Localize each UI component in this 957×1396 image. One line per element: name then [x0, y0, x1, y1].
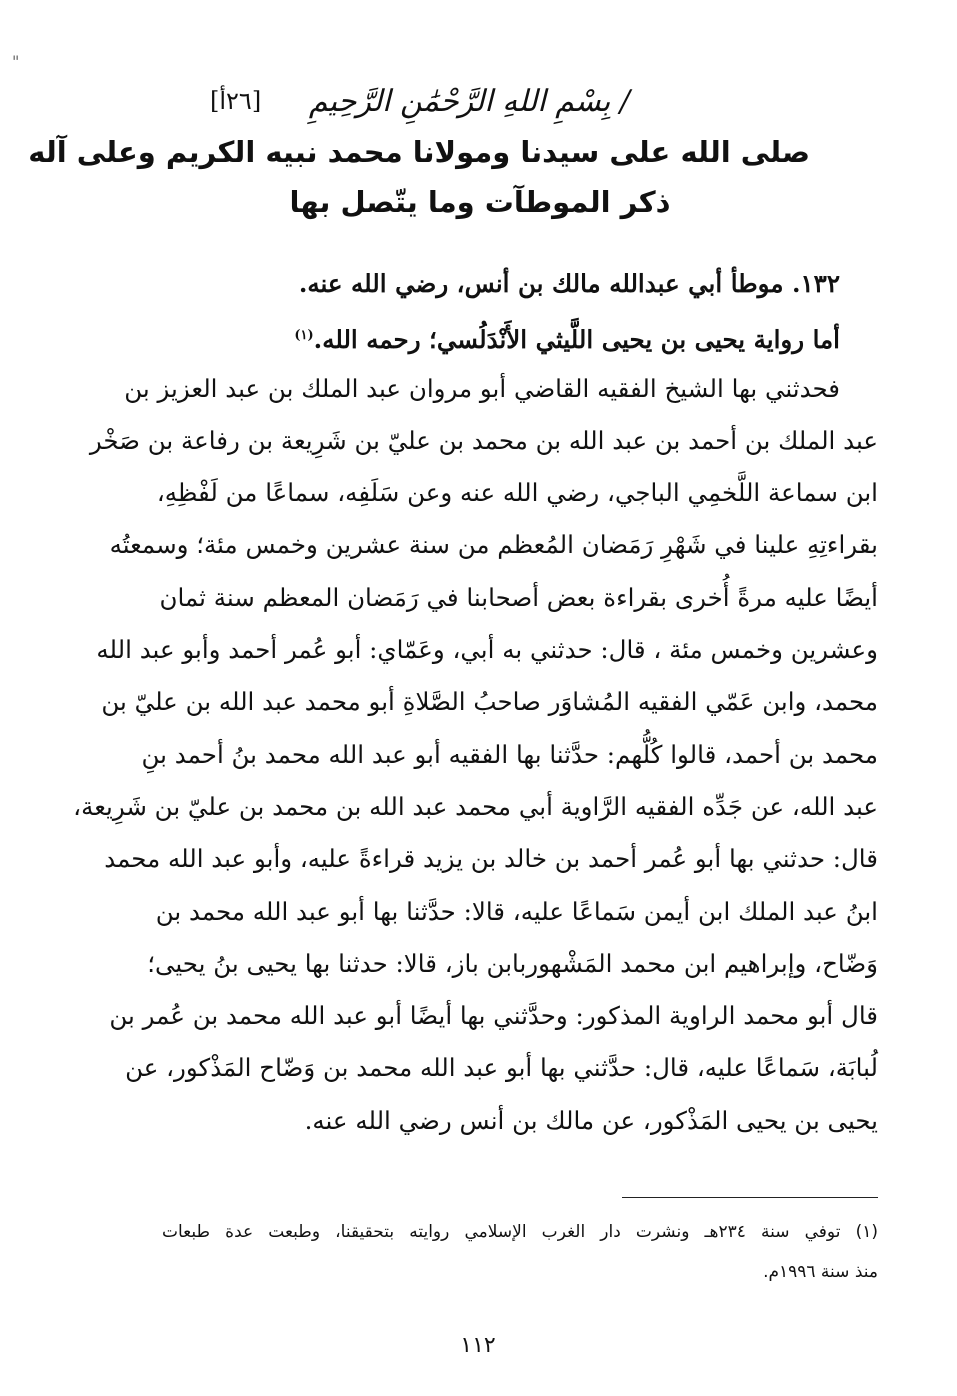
- text-line: [156, 467, 878, 519]
- text-line-content: فحدثني بها الشيخ الفقيه القاضي أبو مروان عبد الملك بن عبد العزيز بن: [124, 373, 840, 403]
- text-line-content: ابنُ عبد الملك ابن أيمن سَماعًا عليه، قالا: حدَّثنا بها أبو عبد الله محمد بن: [155, 896, 878, 926]
- text-line: [162, 310, 878, 362]
- text-line: [155, 886, 878, 938]
- text-line-content: محمد، وابن عَمّي الفقيه المُشاوَر صاحبُ الصَّلاةِ أبو محمد عبد الله بن عليّ بن: [101, 687, 878, 717]
- text-line-content: ١٣٢. موطأ أبي عبدالله مالك بن أنس، رضي الله عنه.: [298, 269, 840, 298]
- basmala-header: [210, 78, 630, 124]
- text-line: [125, 1042, 878, 1094]
- folio-reference: [٢٦أ]: [210, 87, 262, 115]
- page-number: ١١٢: [460, 1333, 496, 1358]
- text-line: [162, 1095, 878, 1147]
- text-line-content: بقراءتِهِ علينا في شَهْرِ رَمَضان المُعظم من سنة عشرين وخمس مئة؛ وسمعتُه: [109, 530, 878, 560]
- text-line-content: أما رواية يحيى بن يحيى اللَّيثي الأَنْدَلُسي؛ رحمه الله.: [313, 325, 840, 355]
- main-text: [73, 258, 878, 1147]
- text-line-content: وَضّاح، وإبراهيم ابن محمد المَشْهوربابن باز، قالا: حدثنا بها يحيى بنُ يحيى؛: [147, 948, 878, 978]
- footnote-reference[interactable]: (١): [294, 328, 314, 344]
- text-line-content: أيضًا عليه مرةً أُخرى بقراءة بعض أصحابنا في رَمَضان المعظم سنة ثمان: [159, 582, 878, 612]
- chapter-heading-line-1: صلى الله على سيدنا ومولانا محمد نبيه الكريم وعلى آله: [28, 135, 810, 169]
- text-line-content: ابن سماعة اللَّخمِي الباجي، رضي الله عنه وعن سَلَفِه، سماعًا من لَفْظِهِ،: [156, 478, 878, 508]
- text-line-content: عبد الله، عن جَدِّه الفقيه الرَّاوية أبي محمد عبد الله بن محمد بن عليّ بن شَرِيعة،: [73, 791, 878, 821]
- text-line-content: يحيى بن يحيى المَذْكور، عن مالك بن أنس رضي الله عنه.: [304, 1105, 878, 1135]
- text-line: [162, 258, 878, 310]
- chapter-heading-line-2: ذكر الموطآت وما يتّصل بها: [289, 185, 671, 219]
- footnote-text: توفي سنة ٢٣٤هـ ونشرت دار الغرب الإسلامي روايته بتحقيقنا، وطبعت عدة طبعات: [162, 1222, 841, 1242]
- text-line: [159, 572, 878, 624]
- text-line-content: قال: حدثني بها أبو عُمر أحمد بن خالد بن يزيد قراءةً عليه، وأبو عبد الله محمد: [104, 844, 878, 874]
- text-line: [104, 833, 878, 885]
- text-line-content: عبد الملك بن أحمد بن عبد الله بن محمد بن عليّ بن شَرِيعة بن رفاعة بن صَخْر: [89, 425, 878, 455]
- basmala: / بِسْمِ اللهِ الرَّحْمَٰنِ الرَّحِيمِ: [308, 83, 630, 119]
- text-line: [109, 519, 878, 571]
- text-line-content: قال أبو محمد الراوية المذكور: وحدَّثني بها أيضًا أبو عبد الله محمد بن عُمر بن: [109, 1001, 878, 1031]
- text-line: [101, 676, 878, 728]
- footnote-line-1: [162, 1212, 878, 1252]
- text-line: [96, 624, 878, 676]
- text-line-content: محمد بن أحمد، قالوا كُلُّهم: حدَّثنا بها الفقيه أبو عبد الله محمد بنُ أحمد بنِ: [141, 739, 878, 769]
- footnote-divider: [622, 1197, 878, 1198]
- text-line: [124, 363, 878, 415]
- text-line-content: وعشرين وخمس مئة ، قال: حدثني به أبي، وعَمّاي: أبو عُمر أحمد وأبو عبد الله: [96, 635, 878, 665]
- text-line: [147, 938, 878, 990]
- text-line-content: لُبابَة، سَماعًا عليه، قال: حدَّثني بها أبو عبد الله محمد بن وَضّاح المَذْكور، عن: [125, 1053, 878, 1083]
- text-line: [73, 781, 878, 833]
- footnote-marker: (١): [855, 1222, 878, 1242]
- corner-mark: ": [12, 52, 20, 71]
- text-line: [109, 990, 878, 1042]
- text-line: [141, 729, 878, 781]
- footnote-line-2: منذ سنة ١٩٩٦م.: [763, 1262, 878, 1282]
- text-line: [89, 415, 878, 467]
